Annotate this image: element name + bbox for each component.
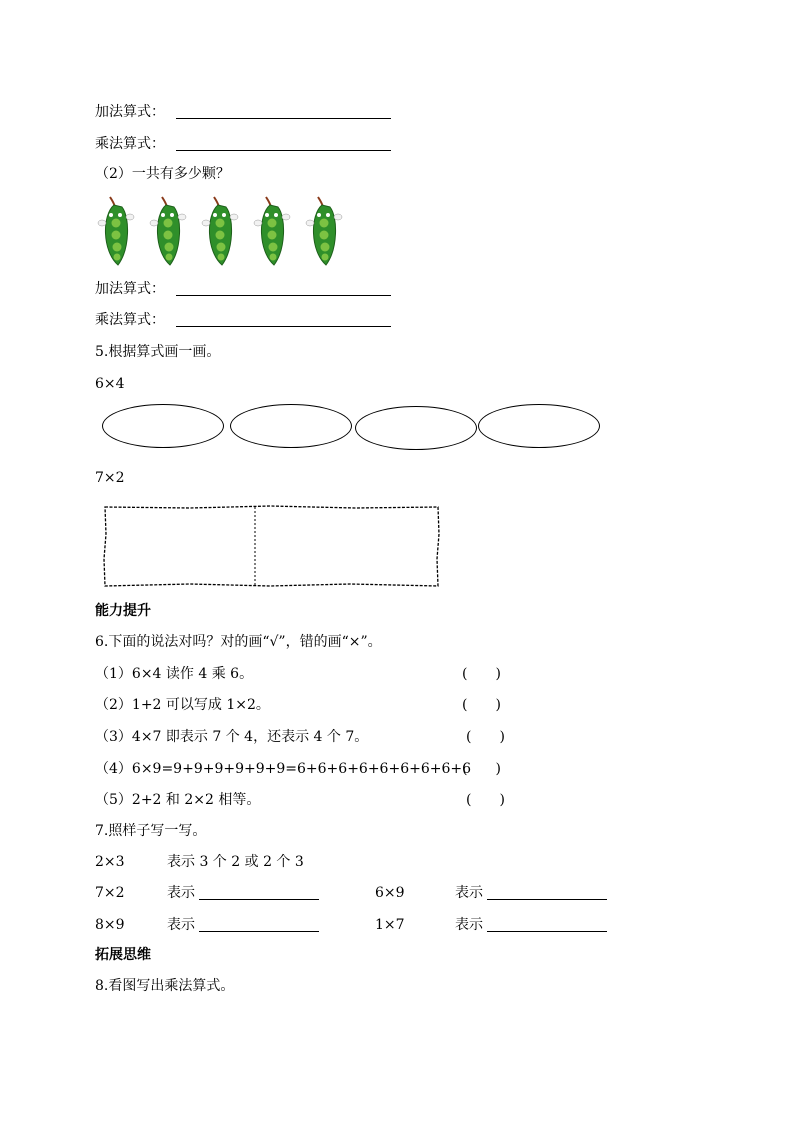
addition-answer-line-1[interactable] bbox=[176, 118, 391, 119]
section-6-title: 6.下面的说法对吗？对的画“√”，错的画“×”。 bbox=[95, 634, 382, 650]
expression-6x4: 6×4 bbox=[95, 376, 125, 392]
judge-item-text: （1）6×4 读作 4 乘 6。 bbox=[95, 666, 254, 682]
section-8-title: 8.看图写出乘法算式。 bbox=[95, 978, 235, 994]
pea-pod-icon bbox=[96, 195, 138, 267]
question-2-text: （2）一共有多少颗？ bbox=[95, 166, 230, 182]
judge-item-text: （3）4×7 即表示 7 个 4，还表示 4 个 7。 bbox=[95, 729, 369, 745]
answer-line[interactable] bbox=[487, 931, 607, 932]
judge-answer-paren[interactable]: ( ) bbox=[462, 666, 501, 682]
section-5-title: 5.根据算式画一画。 bbox=[95, 344, 221, 360]
drawing-oval[interactable] bbox=[102, 404, 224, 448]
drawing-oval[interactable] bbox=[478, 404, 600, 448]
addition-label-2: 加法算式： bbox=[95, 281, 165, 297]
judge-answer-paren[interactable]: ( ) bbox=[466, 792, 505, 808]
expression-a: 7×2 bbox=[95, 885, 125, 901]
answer-line[interactable] bbox=[199, 931, 319, 932]
pea-pod-icon bbox=[252, 195, 294, 267]
expression-7x2: 7×2 bbox=[95, 470, 125, 486]
represent-label: 表示 bbox=[167, 917, 195, 933]
multiplication-answer-line-1[interactable] bbox=[176, 150, 391, 151]
answer-line[interactable] bbox=[487, 899, 607, 900]
represent-label: 表示 bbox=[455, 917, 483, 933]
expression-a: 8×9 bbox=[95, 917, 125, 933]
judge-answer-paren[interactable]: ( ) bbox=[462, 697, 501, 713]
example-explanation: 表示 3 个 2 或 2 个 3 bbox=[167, 854, 304, 870]
judge-item-text: （2）1+2 可以写成 1×2。 bbox=[95, 697, 270, 713]
heading-expand: 拓展思维 bbox=[95, 947, 151, 963]
multiplication-answer-line-2[interactable] bbox=[176, 326, 391, 327]
drawing-oval[interactable] bbox=[230, 404, 352, 448]
addition-answer-line-2[interactable] bbox=[176, 295, 391, 296]
answer-line[interactable] bbox=[199, 899, 319, 900]
section-7-title: 7.照样子写一写。 bbox=[95, 823, 207, 839]
represent-label: 表示 bbox=[455, 885, 483, 901]
pea-pod-icon bbox=[148, 195, 190, 267]
heading-ability: 能力提升 bbox=[95, 603, 151, 619]
expression-b: 6×9 bbox=[375, 885, 405, 901]
drawing-oval[interactable] bbox=[355, 406, 477, 450]
pea-pod-icon bbox=[200, 195, 242, 267]
drawing-box[interactable] bbox=[100, 504, 444, 590]
multiplication-label-2: 乘法算式： bbox=[95, 312, 165, 328]
example-expression: 2×3 bbox=[95, 854, 125, 870]
judge-answer-paren[interactable]: ( ) bbox=[462, 761, 501, 777]
expression-b: 1×7 bbox=[375, 917, 405, 933]
judge-item-text: （4）6×9=9+9+9+9+9+9=6+6+6+6+6+6+6+6+6 bbox=[95, 761, 472, 777]
pea-pod-icon bbox=[304, 195, 346, 267]
judge-answer-paren[interactable]: ( ) bbox=[466, 729, 505, 745]
multiplication-label-1: 乘法算式： bbox=[95, 136, 165, 152]
addition-label-1: 加法算式： bbox=[95, 104, 165, 120]
represent-label: 表示 bbox=[167, 885, 195, 901]
judge-item-text: （5）2+2 和 2×2 相等。 bbox=[95, 792, 261, 808]
